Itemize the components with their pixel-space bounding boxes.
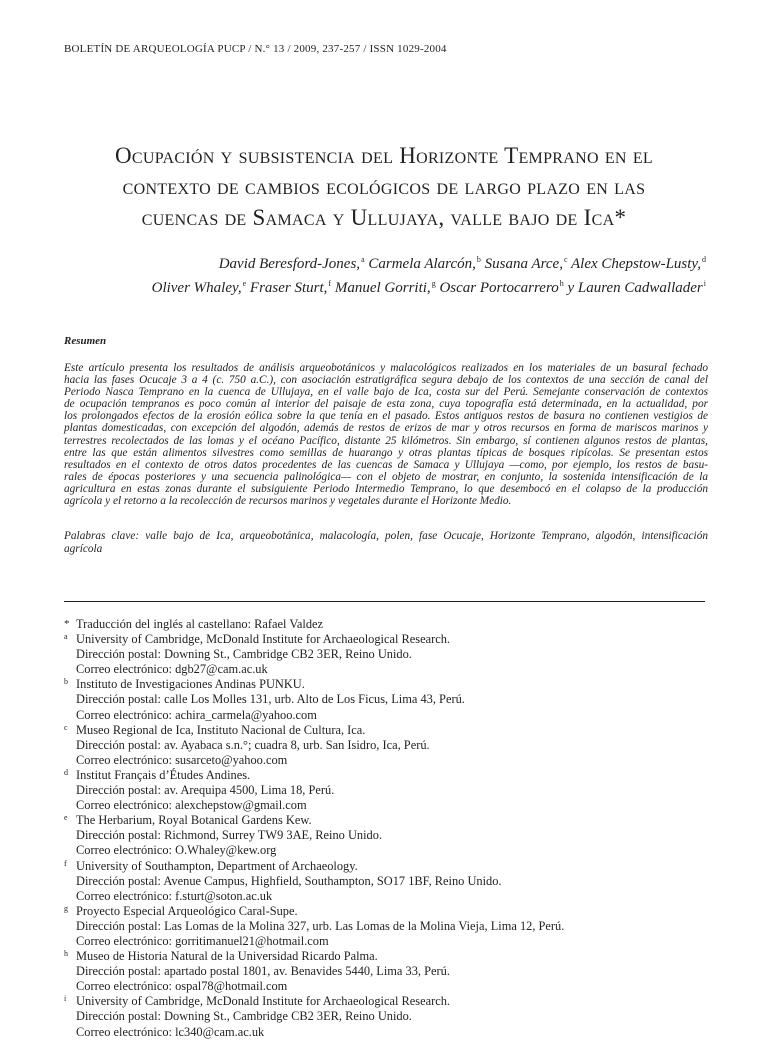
- author-name: Susana Arce,: [484, 256, 563, 272]
- footnote-email: Correo electrónico: achira_carmela@yahoo.com: [76, 707, 317, 722]
- footnote-divider: [64, 601, 705, 602]
- footnote-text: Dirección postal: Richmond, Surrey TW9 3AE, Reino Unido.: [76, 828, 383, 843]
- footnote-affiliation: [64, 813, 704, 858]
- affiliation-mark: h: [559, 279, 564, 288]
- title-line: cuencas de Samaca y Ullujaya, valle bajo de Ica*: [141, 205, 627, 230]
- abstract-line: agricultura en estas zonas durante el subsiguiente Periodo Intermedio Temprano, lo que desembocó en el colapso de la producción: [64, 482, 708, 495]
- author-list: [60, 250, 706, 298]
- author-name: Alex Chepstow-Lusty,: [571, 256, 701, 272]
- footnote-text: Dirección postal: calle Los Molles 131, urb. Alto de Los Ficus, Lima 43, Perú.: [76, 692, 465, 707]
- footnote-mark: e: [64, 813, 68, 823]
- footnote-text: Dirección postal: av. Ayabaca s.n.°; cuadra 8, urb. San Isidro, Ica, Perú.: [76, 737, 430, 752]
- abstract-line: Periodo Nasca Temprano en la cuenca de Ullujaya, en el valle bajo de Ica, costa sur del Perú. Semejante conservación de contextos: [64, 386, 708, 399]
- footnote-text: University of Cambridge, McDonald Institute for Archaeological Research.: [76, 632, 451, 647]
- footnote-text: University of Cambridge, McDonald Institute for Archaeological Research.: [76, 994, 451, 1009]
- footnote-affiliation: [64, 859, 704, 904]
- author-line: [60, 250, 706, 274]
- author-name: Carmela Alarcón,: [368, 256, 476, 272]
- author-line: [60, 274, 706, 298]
- author-name: Oscar Portocarrero: [439, 280, 559, 296]
- footnote-translation: [64, 617, 704, 632]
- abstract-line: rales de épocas posteriores y una secuencia palinológica— con el objeto de mostrar, en conjunto, la sostenida intensificación de la: [64, 470, 708, 483]
- affiliation-mark: g: [431, 279, 436, 288]
- running-head: BOLETÍN DE ARQUEOLOGÍA PUCP / N.° 13 / 2009, 237-257 / ISSN 1029-2004: [64, 43, 447, 55]
- affiliation-mark: i: [703, 279, 706, 288]
- footnote-mark: d: [64, 767, 68, 777]
- footnote-email: Correo electrónico: dgb27@cam.ac.uk: [76, 662, 268, 677]
- footnote-email: Correo electrónico: susarceto@yahoo.com: [76, 752, 288, 767]
- footnote-mark: b: [64, 677, 68, 687]
- author-name: y Lauren Cadwallader: [567, 280, 703, 296]
- affiliation-mark: f: [328, 279, 332, 288]
- footnote-text: The Herbarium, Royal Botanical Gardens Kew.: [76, 813, 312, 828]
- footnote-text: Institut Français d’Études Andines.: [76, 767, 251, 782]
- footnote-mark: a: [64, 632, 68, 642]
- author-name: Manuel Gorriti,: [334, 280, 431, 296]
- footnote-text: Traducción del inglés al castellano: Rafael Valdez: [76, 617, 324, 631]
- footnote-email: Correo electrónico: ospal78@hotmail.com: [76, 979, 288, 994]
- abstract-line: hacia las fases Ocucaje 3 a 4 (c. 750 a.C.), con asociación estratigráfica segura debajo de los contextos de una sección de canal del: [64, 374, 708, 387]
- footnote-text: Dirección postal: av. Arequipa 4500, Lima 18, Perú.: [76, 783, 335, 798]
- footnote-affiliation: [64, 904, 704, 949]
- footnote-affiliation: [64, 723, 704, 768]
- footnote-text: Dirección postal: Downing St., Cambridge CB2 3ER, Reino Unido.: [76, 647, 412, 662]
- affiliation-mark: c: [563, 255, 568, 264]
- affiliation-mark: e: [242, 279, 247, 288]
- footnote-affiliation: [64, 677, 704, 722]
- footnote-text: Dirección postal: Las Lomas de la Molina 327, urb. Las Lomas de la Molina Vieja, Lima 12, Perú.: [76, 918, 565, 933]
- abstract-line: agrícola y el retorno a la recolección de recursos marinos y vegetales durante el Horizonte Medio.: [64, 495, 512, 508]
- abstract-heading: Resumen: [64, 335, 107, 347]
- article-title: [60, 140, 708, 233]
- footnote-text: Dirección postal: Downing St., Cambridge CB2 3ER, Reino Unido.: [76, 1009, 412, 1024]
- footnote-mark: i: [64, 994, 67, 1004]
- footnote-email: Correo electrónico: alexchepstow@gmail.com: [76, 798, 307, 813]
- footnote-text: Museo de Historia Natural de la Universidad Ricardo Palma.: [76, 949, 378, 964]
- author-name: Fraser Sturt,: [249, 280, 328, 296]
- affiliation-mark: a: [361, 255, 365, 264]
- abstract-line: Este artículo presenta los resultados de análisis arqueobotánicos y malacológicos realizados en los materiales de un basural fechado: [64, 362, 708, 374]
- footnote-email: Correo electrónico: lc340@cam.ac.uk: [76, 1024, 265, 1039]
- abstract-body: [64, 362, 708, 507]
- footnote-mark: c: [64, 722, 68, 732]
- footnote-affiliation: [64, 768, 704, 813]
- footnote-mark: *: [64, 618, 70, 630]
- footnote-text: Museo Regional de Ica, Instituto Nacional de Cultura, Ica.: [76, 722, 366, 737]
- keywords: [64, 530, 708, 556]
- affiliation-mark: d: [702, 255, 706, 264]
- abstract-line: terrestres recolectados de las lomas y el océano Pacífico, distante 25 kilómetros. Sin embargo, sí contienen algunos restos de plantas,: [64, 434, 708, 447]
- footnote-affiliation: [64, 994, 704, 1039]
- footnote-text: University of Southampton, Department of Archaeology.: [76, 858, 358, 873]
- footnote-email: Correo electrónico: f.sturt@soton.ac.uk: [76, 888, 273, 903]
- abstract-line: de ocupación tempranos es poco común al interior del paisaje de esta zona, cuya topografía está determinada, en la actualidad, por: [64, 398, 708, 411]
- title-line: Ocupación y subsistencia del Horizonte Temprano en el: [115, 143, 653, 168]
- footnote-mark: f: [64, 858, 67, 868]
- footnote-text: Dirección postal: Avenue Campus, Highfield, Southampton, SO17 1BF, Reino Unido.: [76, 873, 502, 888]
- title-line: contexto de cambios ecológicos de largo plazo en las: [122, 174, 646, 199]
- keywords-line: Palabras clave: valle bajo de Ica, arqueobotánica, malacología, polen, fase Ocucaje, Horizonte Temprano, algodón, intensificación: [64, 530, 708, 542]
- footnote-email: Correo electrónico: O.Whaley@kew.org: [76, 843, 277, 858]
- abstract-line: entre las que están alimentos silvestres como semillas de huarango y otras plantas típicas de bosques ripícolas. Se presentan estos: [64, 446, 708, 459]
- footnote-text: Dirección postal: apartado postal 1801, av. Benavides 5440, Lima 33, Perú.: [76, 964, 450, 979]
- footnote-affiliation: [64, 632, 704, 677]
- abstract-line: plantas domesticadas, con excepción del algodón, además de restos de erizos de mar y otros recursos en forma de mariscos marinos y: [64, 422, 708, 435]
- affiliation-mark: b: [476, 255, 481, 264]
- abstract-line: resultados en el contexto de otros datos procedentes de las cuencas de Samaca y Ullujaya —como, por ejemplo, los restos de basu-: [64, 458, 708, 471]
- author-name: Oliver Whaley,: [151, 280, 242, 296]
- footnote-affiliation: [64, 949, 704, 994]
- footnote-mark: h: [64, 949, 68, 959]
- abstract-line: los prolongados efectos de la erosión eólica sobre la que tenía en el pasado. Estos antiguos restos de basura no contienen vestigios de: [64, 410, 708, 423]
- footnote-mark: g: [64, 903, 68, 913]
- footnotes: [64, 617, 704, 1040]
- footnote-text: Instituto de Investigaciones Andinas PUNKU.: [76, 677, 305, 692]
- author-name: David Beresford-Jones,: [218, 256, 361, 272]
- footnote-text: Proyecto Especial Arqueológico Caral-Supe.: [76, 903, 298, 918]
- footnote-email: Correo electrónico: gorritimanuel21@hotmail.com: [76, 933, 329, 948]
- keywords-line: agrícola: [64, 543, 103, 555]
